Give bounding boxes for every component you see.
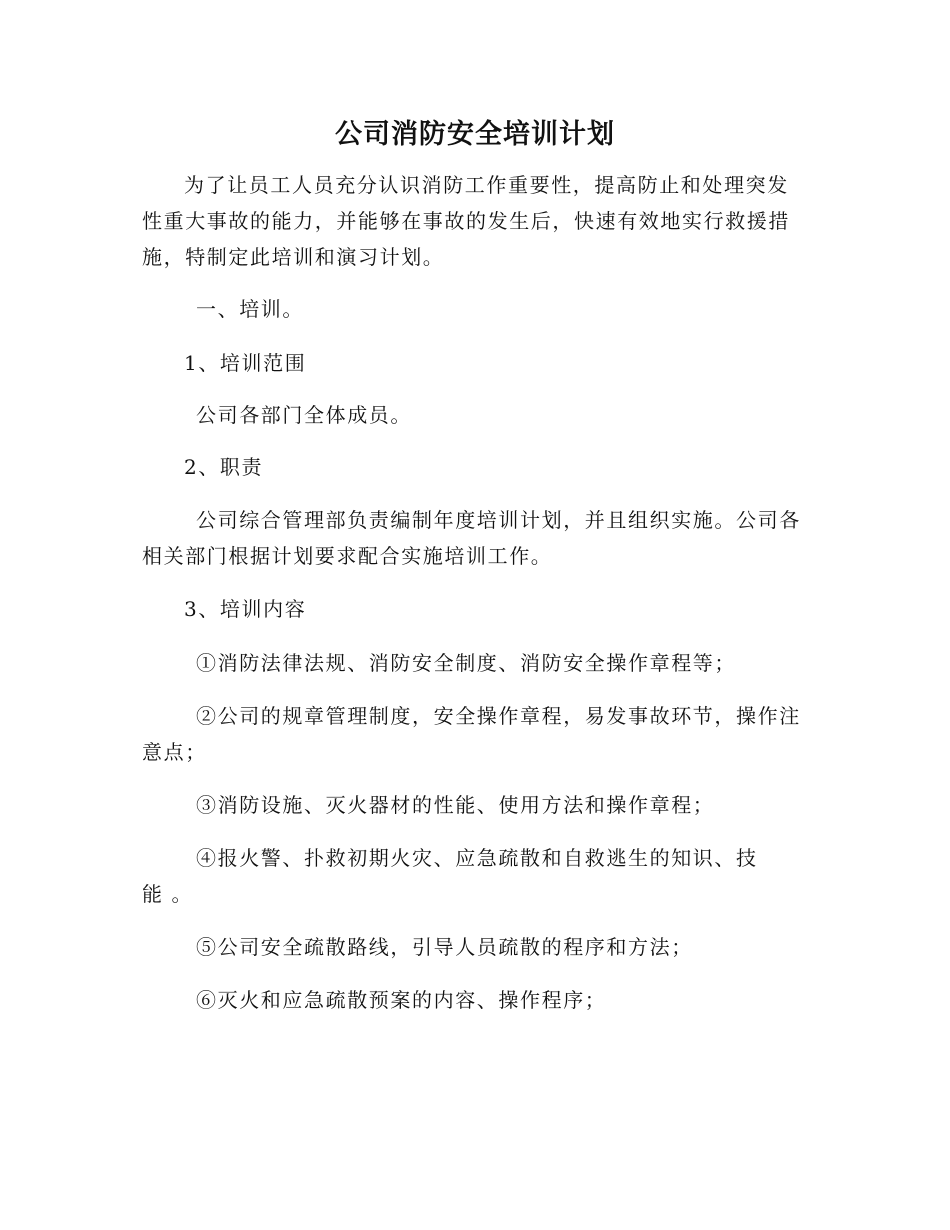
item-body-text: 公司综合管理部负责编制年度培训计划，并且组织实施。公司各 <box>196 508 801 532</box>
item-heading-text: 2、职责 <box>184 455 264 479</box>
item-body <box>142 502 810 574</box>
content-item <box>142 787 810 823</box>
content-item <box>142 840 810 912</box>
item-heading-text: 3、培训内容 <box>184 597 307 621</box>
content-item <box>142 698 810 770</box>
content-item <box>142 929 810 965</box>
section-heading <box>142 291 810 327</box>
content-item-text: ③消防设施、灭火器材的性能、使用方法和操作章程； <box>196 793 715 817</box>
item-body-text: 相关部门根据计划要求配合实施培训工作。 <box>142 544 553 568</box>
item-heading <box>142 591 810 627</box>
intro-line: 性重大事故的能力，并能够在事故的发生后，快速有效地实行救援措 <box>142 209 790 233</box>
content-item-text: ⑥灭火和应急疏散预案的内容、操作程序； <box>196 988 607 1012</box>
item-body <box>142 397 810 433</box>
content-item-text: ④报火警、扑救初期火灾、应急疏散和自救逃生的知识、技 <box>196 846 758 870</box>
item-heading <box>142 345 810 381</box>
item-heading-text: 1、培训范围 <box>184 351 307 375</box>
content-item-text: 能 。 <box>142 882 194 906</box>
document-title: 公司消防安全培训计划 <box>335 119 615 150</box>
content-item-text: ②公司的规章管理制度，安全操作章程，易发事故环节，操作注 <box>196 704 801 728</box>
intro-line: 施，特制定此培训和演习计划。 <box>142 245 445 269</box>
content-item-text: 意点； <box>142 740 207 764</box>
section-heading-text: 一、培训。 <box>196 297 304 321</box>
content-item <box>142 645 810 681</box>
item-heading <box>142 449 810 485</box>
intro-paragraph <box>142 167 810 275</box>
content-item-text: ①消防法律法规、消防安全制度、消防安全操作章程等； <box>196 651 736 675</box>
content-item <box>142 982 810 1018</box>
intro-line: 为了让员工人员充分认识消防工作重要性，提高防止和处理突发 <box>184 173 789 197</box>
content-item-text: ⑤公司安全疏散路线，引导人员疏散的程序和方法； <box>196 935 693 959</box>
item-body-text: 公司各部门全体成员。 <box>196 403 412 427</box>
